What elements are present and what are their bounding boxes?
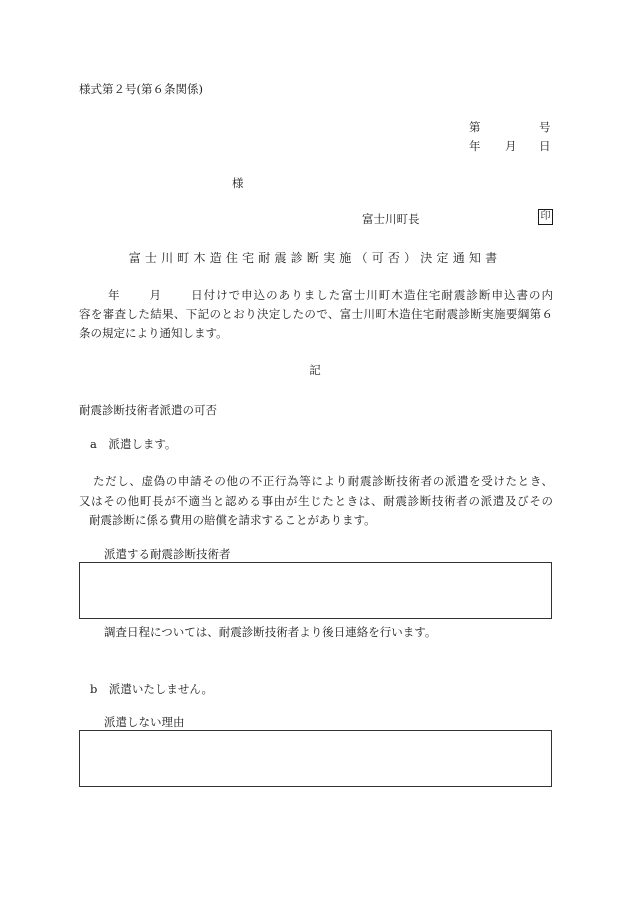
technician-label: 派遣する耐震診断技術者	[104, 547, 231, 561]
form-number: 様式第２号(第６条関係)	[79, 82, 203, 96]
intro-line-3: 条の規定により通知します。	[79, 326, 228, 340]
intro-text-1: 日付けで申込のありました富士川町木造住宅耐震診断申込書の内	[190, 288, 553, 302]
document-number-suffix: 号	[539, 120, 551, 134]
option-b: b 派遣いたしません。	[90, 682, 214, 696]
note-line-1: ただし、虚偽の申請その他の不正行為等により耐震診断技術者の派遣を受けたとき、	[93, 474, 553, 488]
note-line-3: 耐震診断に係る費用の賠償を請求することがあります。	[89, 513, 376, 527]
date-month: 月	[505, 139, 517, 153]
reason-label: 派遣しない理由	[104, 715, 185, 729]
addressee-honorific: 様	[232, 176, 244, 190]
ki-heading: 記	[309, 363, 321, 377]
schedule-note: 調査日程については、耐震診断技術者より後日連絡を行います。	[104, 625, 437, 639]
seal-mark: 印	[538, 209, 553, 225]
date-year: 年	[469, 139, 481, 153]
option-a: a 派遣します。	[90, 437, 177, 451]
section-title: 耐震診断技術者派遣の可否	[79, 403, 217, 417]
document-title: 富士川町木造住宅耐震診断実施（可否）決定通知書	[128, 251, 502, 265]
intro-paragraph	[79, 286, 553, 343]
intro-line-1	[79, 286, 553, 305]
intro-month: 月	[148, 288, 163, 302]
date-day: 日	[539, 139, 551, 153]
intro-line-2: 容を審査した結果、下記のとおり決定したので、富士川町木造住宅耐震診断実施要綱第６	[79, 307, 553, 321]
reason-box[interactable]	[79, 730, 552, 787]
intro-year: 年	[107, 288, 121, 302]
note-paragraph	[79, 472, 553, 531]
technician-box[interactable]	[79, 562, 552, 619]
document-number-label: 第	[469, 120, 481, 134]
issuer-name: 富士川町長	[362, 212, 420, 226]
note-line-2: 又はその他町長が不適当と認める事由が生じたときは、耐震診断技術者の派遣及びその	[79, 493, 553, 508]
